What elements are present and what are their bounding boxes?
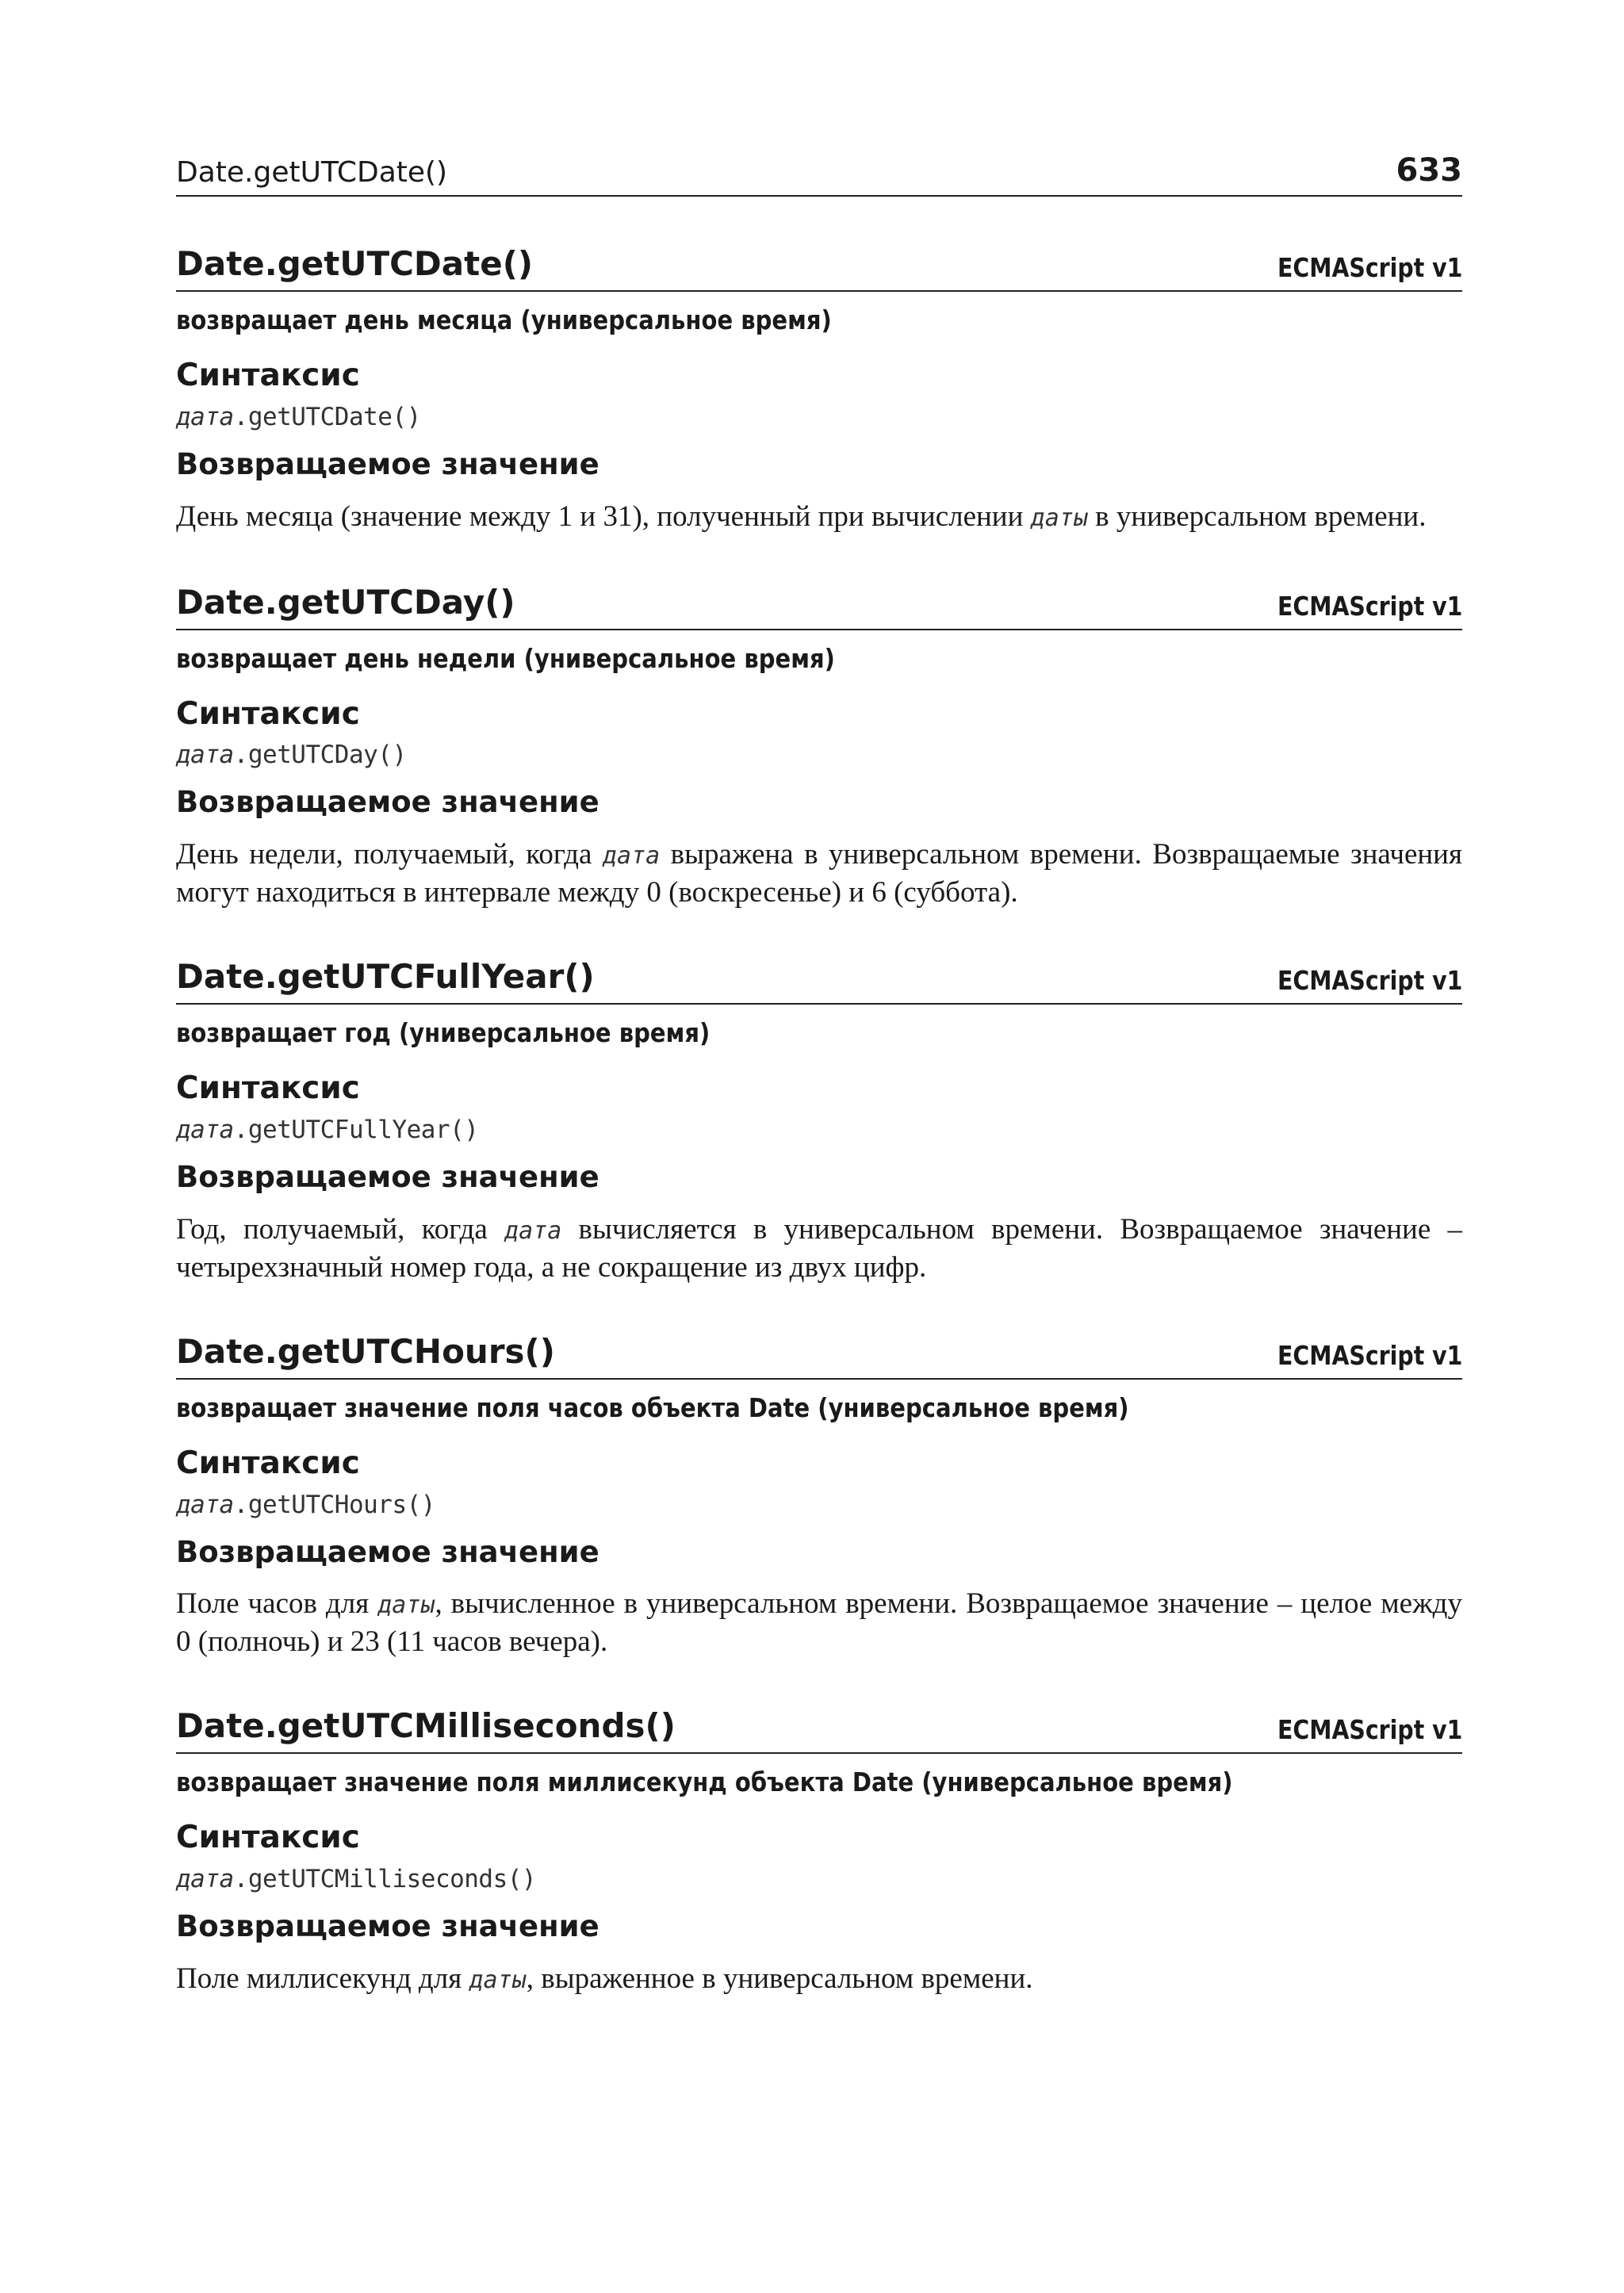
syntax-call: .getUTCMilliseconds()	[233, 1865, 537, 1894]
desc-text: вычисляется в универсальном времени. Возвращаемое значение – четырехзначный номер года, а не сокращение из двух цифр.	[176, 1212, 1462, 1284]
desc-text: в универсальном времени.	[1087, 500, 1427, 533]
entry-version: ECMAScript v1	[1277, 1339, 1462, 1371]
entry-getutcfullyear	[176, 957, 1462, 1286]
syntax-call: .getUTCHours()	[233, 1490, 435, 1519]
entry-getutcday	[176, 582, 1462, 912]
syntax-code	[176, 741, 1462, 769]
return-value-heading: Возвращаемое значение	[176, 1909, 599, 1944]
entry-getutcmilliseconds	[176, 1706, 1462, 1999]
return-value-description	[176, 836, 1462, 911]
entry-version: ECMAScript v1	[1277, 965, 1462, 997]
entry-title: Date.getUTCHours()	[176, 1331, 555, 1371]
entry-summary: возвращает день месяца (универсальное время)	[176, 304, 832, 335]
syntax-heading: Синтаксис	[176, 1445, 360, 1481]
syntax-heading: Синтаксис	[176, 1820, 360, 1856]
desc-text: Поле миллисекунд для	[176, 1962, 469, 1995]
syntax-argument: дата	[176, 1116, 234, 1145]
syntax-call: .getUTCDate()	[233, 402, 421, 431]
running-title: Date.getUTCDate()	[176, 156, 448, 189]
syntax-code	[176, 1491, 1462, 1519]
desc-argument: дата	[602, 842, 661, 871]
return-value-heading: Возвращаемое значение	[176, 446, 599, 481]
desc-text: выражена в универсальном времени. Возвращаемые значения могут находиться в интервале между 0 (воскресенье) и 6 (суббота).	[176, 838, 1462, 909]
document-page	[176, 151, 1462, 1999]
page-number: 633	[1396, 152, 1462, 189]
syntax-code	[176, 1116, 1462, 1144]
entry-summary: возвращает значение поля часов объекта Date (универсальное время)	[176, 1391, 1129, 1423]
entry-getutcdate	[176, 244, 1462, 537]
return-value-description	[176, 1586, 1462, 1660]
desc-text: , вычисленное в универсальном времени. Возвращаемое значение – целое между 0 (полночь) и 23 (11 часов вечера).	[176, 1587, 1462, 1659]
desc-argument: дата	[504, 1216, 562, 1245]
entry-heading	[176, 244, 1462, 292]
syntax-argument: дата	[176, 741, 234, 770]
entry-getutchours	[176, 1331, 1462, 1661]
syntax-heading: Синтаксис	[176, 1070, 360, 1107]
syntax-argument: дата	[176, 1865, 234, 1894]
entry-title: Date.getUTCFullYear()	[176, 957, 595, 997]
desc-argument: даты	[469, 1966, 527, 1994]
syntax-argument: дата	[176, 1490, 234, 1519]
entry-summary: возвращает значение поля миллисекунд объекта Date (универсальное время)	[176, 1767, 1233, 1798]
syntax-call: .getUTCDay()	[233, 741, 407, 770]
desc-text: , выраженное в универсальном времени.	[526, 1962, 1033, 1995]
entry-heading	[176, 582, 1462, 630]
syntax-argument: дата	[176, 402, 234, 431]
entry-version: ECMAScript v1	[1277, 1714, 1462, 1746]
desc-text: Поле часов для	[176, 1587, 378, 1621]
entry-heading	[176, 957, 1462, 1005]
entry-summary: возвращает день недели (универсальное время)	[176, 642, 835, 674]
desc-argument: даты	[1030, 503, 1088, 532]
entry-heading	[176, 1331, 1462, 1380]
return-value-description	[176, 499, 1462, 537]
entry-title: Date.getUTCDay()	[176, 582, 515, 622]
syntax-code	[176, 1865, 1462, 1893]
desc-argument: даты	[377, 1591, 435, 1620]
return-value-heading: Возвращаемое значение	[176, 1160, 599, 1195]
entry-version: ECMAScript v1	[1277, 590, 1462, 622]
entry-summary: возвращает год (универсальное время)	[176, 1017, 710, 1049]
syntax-heading: Синтаксис	[176, 358, 360, 393]
entry-heading	[176, 1706, 1462, 1754]
desc-text: День месяца (значение между 1 и 31), полученный при вычислении	[176, 500, 1031, 533]
entry-version: ECMAScript v1	[1277, 252, 1462, 283]
syntax-heading: Синтаксис	[176, 695, 360, 732]
return-value-description	[176, 1212, 1462, 1286]
entry-title: Date.getUTCDate()	[176, 244, 534, 283]
desc-text: Год, получаемый, когда	[176, 1212, 505, 1246]
syntax-code	[176, 403, 1462, 431]
running-header	[176, 151, 1462, 197]
syntax-call: .getUTCFullYear()	[233, 1116, 479, 1145]
return-value-heading: Возвращаемое значение	[176, 785, 599, 820]
desc-text: День недели, получаемый, когда	[176, 838, 603, 871]
return-value-description	[176, 1961, 1462, 1999]
entry-title: Date.getUTCMilliseconds()	[176, 1706, 676, 1746]
return-value-heading: Возвращаемое значение	[176, 1534, 599, 1569]
